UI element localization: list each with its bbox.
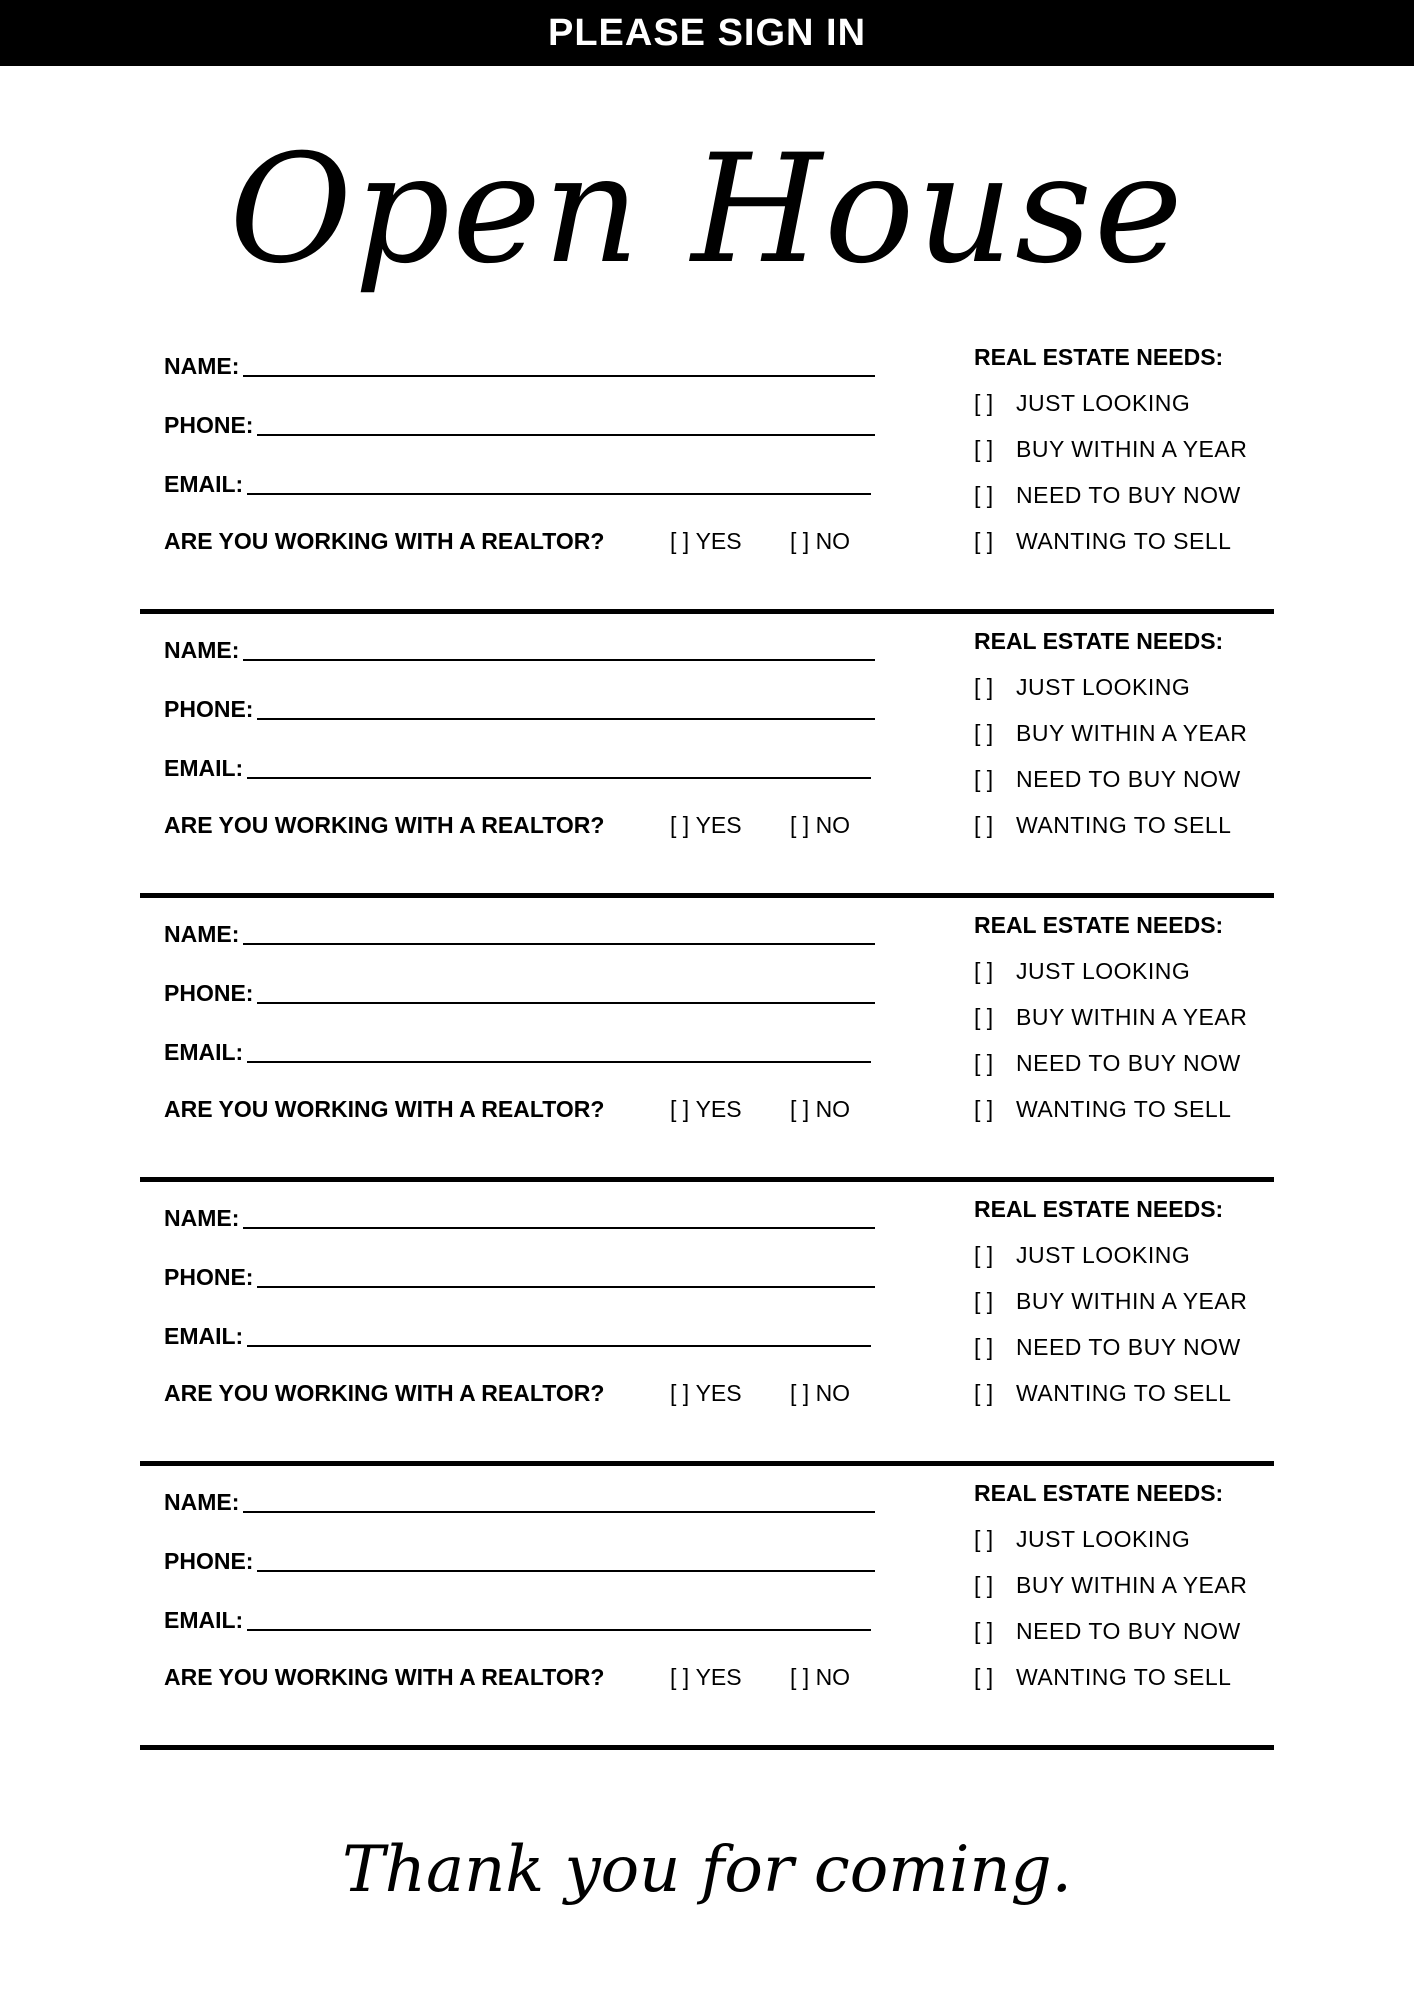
email-field <box>164 1036 871 1066</box>
phone-label: PHONE: <box>164 412 254 438</box>
realtor-no-checkbox[interactable] <box>790 1380 850 1407</box>
need-wanting-to-sell-checkbox[interactable] <box>974 528 1231 555</box>
name-field <box>164 634 875 664</box>
need-buy-now-checkbox[interactable] <box>974 482 1241 509</box>
checkbox-box: [ ] <box>974 1572 994 1598</box>
need-just-looking-checkbox[interactable] <box>974 1242 1190 1269</box>
checkbox-box: [ ] <box>974 766 994 792</box>
name-label: NAME: <box>164 921 240 947</box>
sign-in-entry <box>140 898 1274 1182</box>
checkbox-box: [ ] <box>790 1663 810 1690</box>
need-label: NEED TO BUY NOW <box>1016 766 1241 792</box>
yes-label: YES <box>695 527 742 554</box>
email-field <box>164 1320 871 1350</box>
name-field <box>164 1486 875 1516</box>
yes-label: YES <box>695 1379 742 1406</box>
name-input-line[interactable] <box>243 1227 875 1229</box>
yes-label: YES <box>695 1663 742 1690</box>
need-buy-within-year-checkbox[interactable] <box>974 720 1247 747</box>
email-label: EMAIL: <box>164 755 244 781</box>
name-input-line[interactable] <box>243 375 875 377</box>
need-label: BUY WITHIN A YEAR <box>1016 1004 1248 1030</box>
phone-label: PHONE: <box>164 1264 254 1290</box>
need-buy-within-year-checkbox[interactable] <box>974 436 1247 463</box>
email-label: EMAIL: <box>164 471 244 497</box>
checkbox-box: [ ] <box>974 674 994 700</box>
need-buy-within-year-checkbox[interactable] <box>974 1572 1247 1599</box>
phone-input-line[interactable] <box>257 718 875 720</box>
email-input-line[interactable] <box>247 1629 871 1631</box>
need-buy-now-checkbox[interactable] <box>974 766 1241 793</box>
checkbox-box: [ ] <box>974 1334 994 1360</box>
checkbox-box: [ ] <box>790 811 810 838</box>
need-label: BUY WITHIN A YEAR <box>1016 1572 1248 1598</box>
phone-label: PHONE: <box>164 696 254 722</box>
header-bar <box>0 0 1414 66</box>
checkbox-box: [ ] <box>974 1618 994 1644</box>
sign-in-entry <box>140 1182 1274 1466</box>
need-label: JUST LOOKING <box>1016 958 1191 984</box>
checkbox-box: [ ] <box>670 527 690 554</box>
need-just-looking-checkbox[interactable] <box>974 958 1190 985</box>
name-label: NAME: <box>164 1205 240 1231</box>
name-input-line[interactable] <box>243 1511 875 1513</box>
email-input-line[interactable] <box>247 1061 871 1063</box>
email-field <box>164 752 871 782</box>
realtor-row <box>164 1378 851 1408</box>
checkbox-box: [ ] <box>974 482 994 508</box>
need-label: BUY WITHIN A YEAR <box>1016 720 1248 746</box>
need-label: JUST LOOKING <box>1016 1242 1191 1268</box>
yes-label: YES <box>695 811 742 838</box>
no-label: NO <box>815 1379 851 1406</box>
need-buy-now-checkbox[interactable] <box>974 1050 1241 1077</box>
no-label: NO <box>815 1095 851 1122</box>
need-buy-within-year-checkbox[interactable] <box>974 1004 1247 1031</box>
need-wanting-to-sell-checkbox[interactable] <box>974 1380 1231 1407</box>
realtor-yes-checkbox[interactable] <box>670 1664 742 1691</box>
page-title: Open House <box>229 123 1185 297</box>
name-label: NAME: <box>164 637 240 663</box>
need-label: WANTING TO SELL <box>1016 812 1232 838</box>
sign-in-entry <box>140 614 1274 898</box>
needs-title: REAL ESTATE NEEDS: <box>974 1196 1224 1222</box>
email-field <box>164 1604 871 1634</box>
email-label: EMAIL: <box>164 1039 244 1065</box>
realtor-no-checkbox[interactable] <box>790 528 850 555</box>
email-input-line[interactable] <box>247 777 871 779</box>
need-wanting-to-sell-checkbox[interactable] <box>974 1664 1231 1691</box>
name-field <box>164 350 875 380</box>
need-wanting-to-sell-checkbox[interactable] <box>974 812 1231 839</box>
checkbox-box: [ ] <box>670 1663 690 1690</box>
checkbox-box: [ ] <box>670 811 690 838</box>
needs-title: REAL ESTATE NEEDS: <box>974 344 1224 370</box>
need-just-looking-checkbox[interactable] <box>974 1526 1190 1553</box>
checkbox-box: [ ] <box>790 527 810 554</box>
realtor-yes-checkbox[interactable] <box>670 1096 742 1123</box>
checkbox-box: [ ] <box>974 1096 994 1122</box>
checkbox-box: [ ] <box>974 812 994 838</box>
email-label: EMAIL: <box>164 1607 244 1633</box>
checkbox-box: [ ] <box>974 1664 994 1690</box>
realtor-question: ARE YOU WORKING WITH A REALTOR? <box>164 1095 605 1122</box>
realtor-row <box>164 1662 851 1692</box>
realtor-question: ARE YOU WORKING WITH A REALTOR? <box>164 527 605 554</box>
email-field <box>164 468 871 498</box>
need-label: JUST LOOKING <box>1016 390 1191 416</box>
checkbox-box: [ ] <box>974 1288 994 1314</box>
checkbox-box: [ ] <box>974 1242 994 1268</box>
need-label: WANTING TO SELL <box>1016 1664 1232 1690</box>
needs-title: REAL ESTATE NEEDS: <box>974 1480 1224 1506</box>
needs-title: REAL ESTATE NEEDS: <box>974 628 1224 654</box>
header-title: PLEASE SIGN IN <box>547 11 867 54</box>
need-buy-within-year-checkbox[interactable] <box>974 1288 1247 1315</box>
realtor-question: ARE YOU WORKING WITH A REALTOR? <box>164 1663 605 1690</box>
no-label: NO <box>815 811 851 838</box>
need-label: WANTING TO SELL <box>1016 528 1232 554</box>
need-label: BUY WITHIN A YEAR <box>1016 1288 1248 1314</box>
realtor-yes-checkbox[interactable] <box>670 528 742 555</box>
need-label: NEED TO BUY NOW <box>1016 1050 1241 1076</box>
name-input-line[interactable] <box>243 943 875 945</box>
need-buy-now-checkbox[interactable] <box>974 1618 1241 1645</box>
need-label: BUY WITHIN A YEAR <box>1016 436 1248 462</box>
checkbox-box: [ ] <box>974 528 994 554</box>
phone-input-line[interactable] <box>257 1286 875 1288</box>
need-label: NEED TO BUY NOW <box>1016 1334 1241 1360</box>
email-input-line[interactable] <box>247 493 871 495</box>
checkbox-box: [ ] <box>974 720 994 746</box>
phone-field <box>164 693 875 723</box>
no-label: NO <box>815 1663 851 1690</box>
name-input-line[interactable] <box>243 659 875 661</box>
name-label: NAME: <box>164 1489 240 1515</box>
no-label: NO <box>815 527 851 554</box>
phone-field <box>164 1545 875 1575</box>
checkbox-box: [ ] <box>790 1095 810 1122</box>
realtor-no-checkbox[interactable] <box>790 1664 850 1691</box>
need-label: NEED TO BUY NOW <box>1016 1618 1241 1644</box>
realtor-yes-checkbox[interactable] <box>670 1380 742 1407</box>
closing-message: Thank you for coming. <box>342 1833 1072 1907</box>
name-label: NAME: <box>164 353 240 379</box>
realtor-question: ARE YOU WORKING WITH A REALTOR? <box>164 811 605 838</box>
need-just-looking-checkbox[interactable] <box>974 674 1190 701</box>
email-input-line[interactable] <box>247 1345 871 1347</box>
sign-in-entries <box>140 330 1274 1750</box>
realtor-no-checkbox[interactable] <box>790 1096 850 1123</box>
phone-input-line[interactable] <box>257 434 875 436</box>
need-label: WANTING TO SELL <box>1016 1380 1232 1406</box>
checkbox-box: [ ] <box>974 1526 994 1552</box>
checkbox-box: [ ] <box>974 1004 994 1030</box>
realtor-no-checkbox[interactable] <box>790 812 850 839</box>
phone-field <box>164 1261 875 1291</box>
need-label: JUST LOOKING <box>1016 674 1191 700</box>
realtor-row <box>164 810 851 840</box>
phone-label: PHONE: <box>164 980 254 1006</box>
checkbox-box: [ ] <box>670 1095 690 1122</box>
checkbox-box: [ ] <box>974 390 994 416</box>
checkbox-box: [ ] <box>790 1379 810 1406</box>
need-label: WANTING TO SELL <box>1016 1096 1232 1122</box>
name-field <box>164 1202 875 1232</box>
need-wanting-to-sell-checkbox[interactable] <box>974 1096 1231 1123</box>
phone-label: PHONE: <box>164 1548 254 1574</box>
realtor-row <box>164 526 851 556</box>
need-just-looking-checkbox[interactable] <box>974 390 1190 417</box>
checkbox-box: [ ] <box>974 436 994 462</box>
email-label: EMAIL: <box>164 1323 244 1349</box>
need-buy-now-checkbox[interactable] <box>974 1334 1241 1361</box>
realtor-question: ARE YOU WORKING WITH A REALTOR? <box>164 1379 605 1406</box>
needs-title: REAL ESTATE NEEDS: <box>974 912 1224 938</box>
need-label: JUST LOOKING <box>1016 1526 1191 1552</box>
name-field <box>164 918 875 948</box>
checkbox-box: [ ] <box>670 1379 690 1406</box>
need-label: NEED TO BUY NOW <box>1016 482 1241 508</box>
phone-input-line[interactable] <box>257 1002 875 1004</box>
phone-field <box>164 409 875 439</box>
checkbox-box: [ ] <box>974 958 994 984</box>
phone-field <box>164 977 875 1007</box>
phone-input-line[interactable] <box>257 1570 875 1572</box>
realtor-yes-checkbox[interactable] <box>670 812 742 839</box>
sign-in-entry <box>140 330 1274 614</box>
sign-in-entry <box>140 1466 1274 1750</box>
realtor-row <box>164 1094 851 1124</box>
checkbox-box: [ ] <box>974 1380 994 1406</box>
checkbox-box: [ ] <box>974 1050 994 1076</box>
yes-label: YES <box>695 1095 742 1122</box>
